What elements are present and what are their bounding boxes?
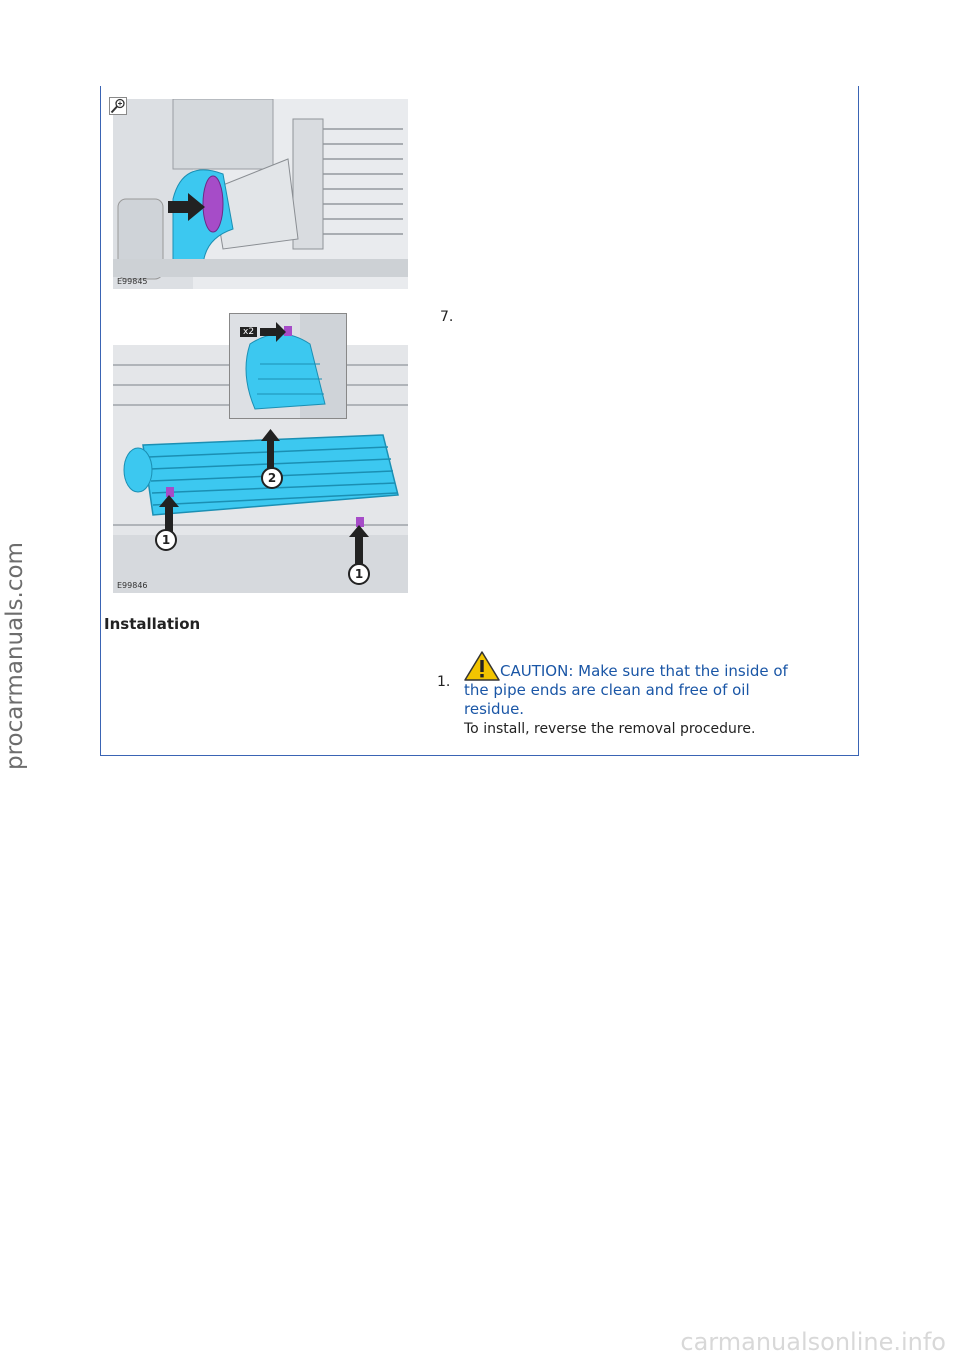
caution-text-continued: the pipe ends are clean and free of oil residue. bbox=[464, 681, 750, 718]
section-heading-installation: Installation bbox=[104, 615, 201, 633]
figure-1-illustration bbox=[113, 99, 408, 289]
install-step-number: 1. bbox=[437, 674, 451, 690]
inset-label: x2 bbox=[240, 327, 257, 337]
figure-intercooler-pipe bbox=[113, 99, 408, 289]
figure-2-inset bbox=[229, 313, 347, 419]
callout-1-left: 1 bbox=[155, 529, 177, 551]
warning-icon bbox=[464, 651, 500, 681]
figure-code: E99846 bbox=[117, 581, 148, 590]
zoom-icon[interactable] bbox=[109, 97, 127, 115]
caution-text: CAUTION: Make sure that the inside of bbox=[500, 662, 788, 680]
install-instruction: To install, reverse the removal procedure. bbox=[464, 721, 756, 737]
caution-block bbox=[464, 651, 844, 739]
figure-code: E99845 bbox=[117, 277, 148, 286]
callout-1-right: 1 bbox=[348, 563, 370, 585]
callout-2: 2 bbox=[261, 467, 283, 489]
bottom-watermark: carmanualsonline.info bbox=[680, 1328, 946, 1356]
step-number-7: 7. bbox=[440, 309, 454, 325]
